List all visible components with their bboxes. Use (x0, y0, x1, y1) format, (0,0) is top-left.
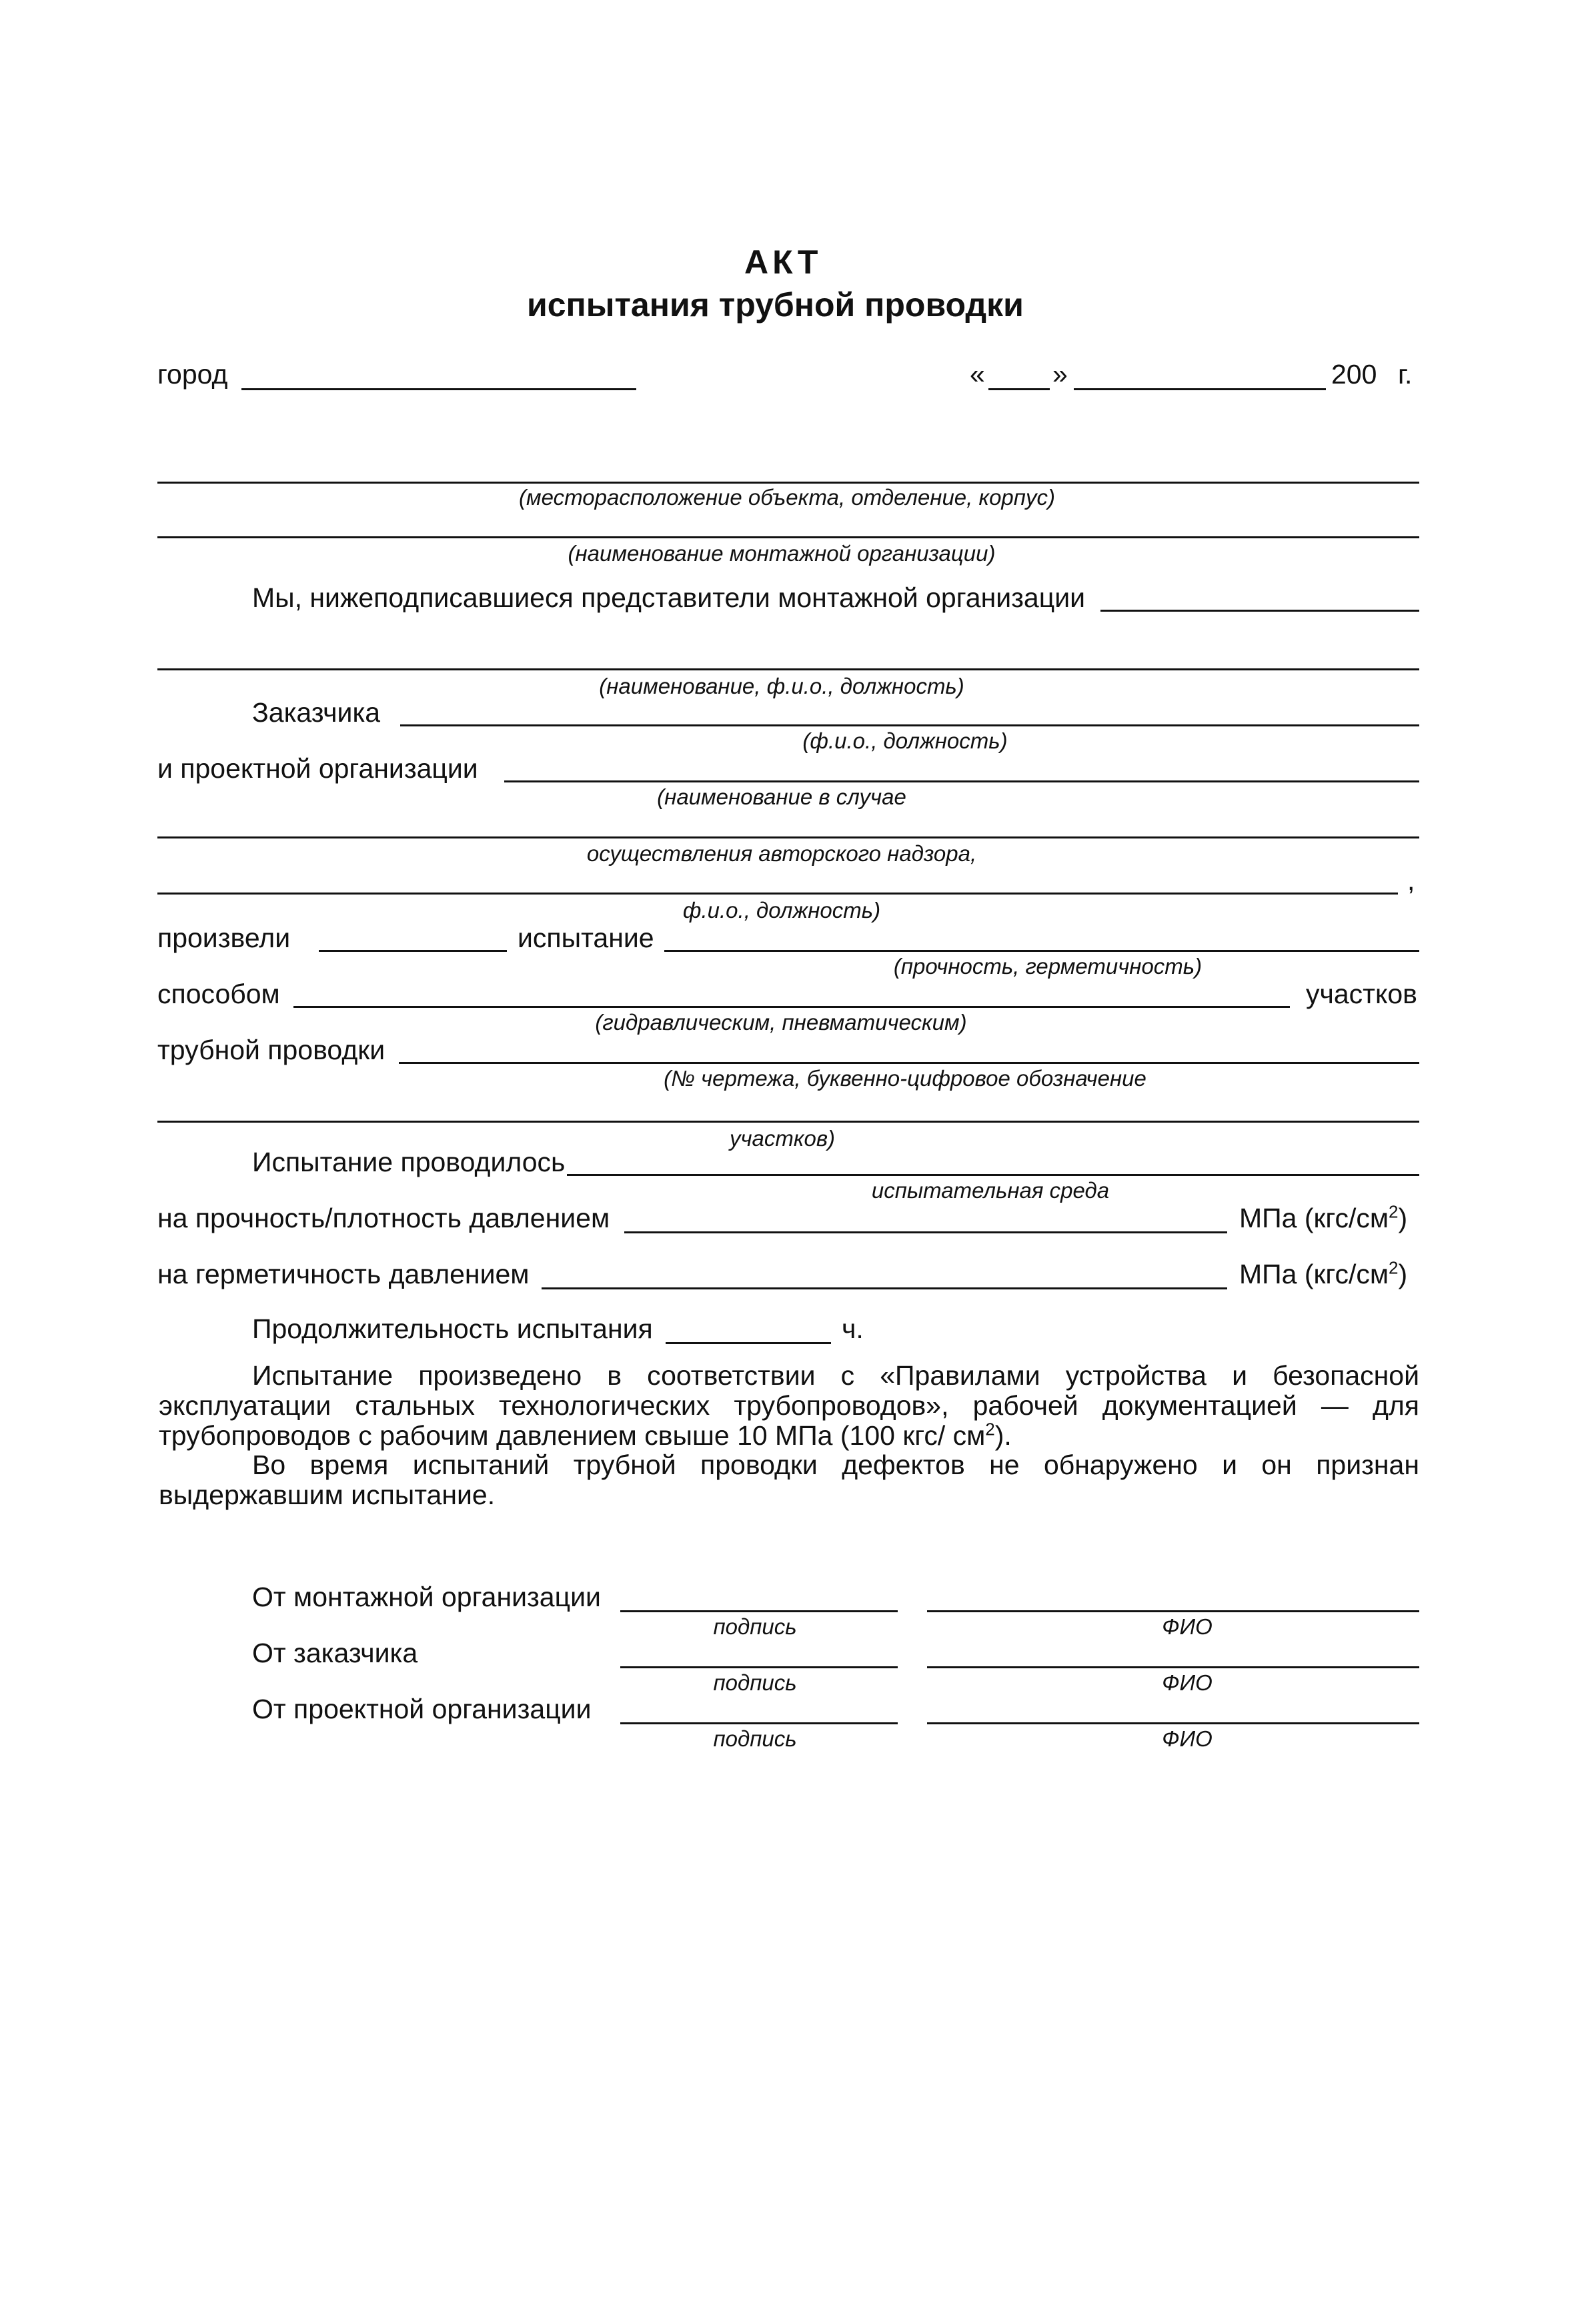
date-quote-open: « (970, 359, 985, 390)
pipe-field-1[interactable] (399, 1062, 1419, 1064)
document-title: АКТ (744, 243, 822, 281)
installer-fio-caption: ФИО (1162, 1614, 1213, 1639)
installer-rep-caption: (наименование, ф.и.о., должность) (599, 674, 964, 698)
sections-label: участков (1306, 979, 1417, 1009)
performed-label: произвели (157, 923, 291, 953)
location-caption: (месторасположение объекта, отделение, корпус) (519, 485, 1055, 510)
method-label: способом (157, 979, 280, 1009)
method-caption: (гидравлическим, пневматическим) (595, 1010, 967, 1035)
customer-fio-caption: ФИО (1162, 1670, 1213, 1695)
installer-name-field[interactable] (157, 536, 1419, 538)
installer-name-caption: (наименование монтажной организации) (568, 541, 996, 566)
pipe-field-2[interactable] (157, 1121, 1419, 1123)
sign-from-customer: От заказчика (252, 1638, 418, 1668)
hours-label: ч. (842, 1313, 864, 1344)
unit-suffix: ) (1398, 1259, 1408, 1289)
installer-signature-field[interactable] (620, 1610, 898, 1612)
unit-sup: 2 (1389, 1257, 1399, 1278)
customer-signature-field[interactable] (620, 1666, 898, 1668)
duration-label: Продолжительность испытания (252, 1313, 653, 1344)
compliance-end: ). (994, 1420, 1012, 1451)
unit-prefix: МПа (кгс/см (1239, 1259, 1389, 1289)
installer-name-sign-field[interactable] (927, 1610, 1419, 1612)
pipe-label: трубной проводки (157, 1035, 385, 1065)
installer-rep-field-1[interactable] (1100, 610, 1419, 612)
result-paragraph: Во время испытаний трубной проводки дефектов не обнаружено и он признан выдержавшим испытание. (159, 1449, 1419, 1510)
year-suffix: г. (1398, 359, 1413, 390)
conducted-label: Испытание проводилось (252, 1147, 566, 1177)
unit-prefix: МПа (кгс/см (1239, 1203, 1389, 1233)
customer-name-sign-field[interactable] (927, 1666, 1419, 1668)
location-field[interactable] (157, 482, 1419, 484)
sign-from-design: От проектной организации (252, 1694, 592, 1724)
year-label: 200 (1331, 359, 1377, 390)
tightness-unit (1239, 1257, 1408, 1289)
design-org-field-1[interactable] (504, 780, 1419, 782)
method-field[interactable] (293, 1006, 1290, 1008)
duration-field[interactable] (666, 1342, 831, 1344)
unit-sup: 2 (1389, 1201, 1399, 1222)
design-sign-caption: подпись (713, 1726, 797, 1751)
performed-field[interactable] (319, 950, 507, 952)
day-field[interactable] (988, 388, 1050, 390)
design-fio-caption: ФИО (1162, 1726, 1213, 1751)
medium-caption: испытательная среда (871, 1178, 1110, 1203)
unit-suffix: ) (1398, 1203, 1408, 1233)
strength-pressure-field[interactable] (624, 1231, 1227, 1233)
we-signed-label: Мы, нижеподписавшиеся представители монтажной организации (252, 582, 1085, 613)
design-org-label: и проектной организации (157, 753, 478, 784)
sign-from-installer: От монтажной организации (252, 1582, 601, 1612)
city-label: город (157, 359, 228, 390)
customer-field[interactable] (400, 724, 1419, 726)
installer-rep-field-2[interactable] (157, 668, 1419, 670)
drawing-caption-1: (№ чертежа, буквенно-цифровое обозначение (664, 1066, 1146, 1091)
month-field[interactable] (1074, 388, 1326, 390)
strength-unit (1239, 1201, 1408, 1233)
installer-sign-caption: подпись (713, 1614, 797, 1639)
test-type-field[interactable] (664, 950, 1419, 952)
design-caption-2: осуществления авторского надзора, (586, 841, 977, 866)
design-caption-1: (наименование в случае (657, 784, 906, 809)
design-name-sign-field[interactable] (927, 1722, 1419, 1724)
tightness-pressure-label: на герметичность давлением (157, 1259, 530, 1289)
customer-caption: (ф.и.о., должность) (802, 728, 1008, 753)
design-caption-3: ф.и.о., должность) (682, 898, 881, 923)
comma-mark: , (1407, 865, 1415, 896)
customer-label: Заказчика (252, 697, 381, 728)
city-field[interactable] (241, 388, 636, 390)
compliance-paragraph (159, 1361, 1419, 1451)
document-subtitle: испытания трубной проводки (527, 286, 1024, 324)
medium-field[interactable] (567, 1174, 1419, 1176)
design-signature-field[interactable] (620, 1722, 898, 1724)
design-org-field-3[interactable] (157, 893, 1398, 895)
date-quote-close: » (1052, 359, 1068, 390)
compliance-sup: 2 (985, 1419, 995, 1439)
compliance-text: Испытание произведено в соответствии с «Правилами устройства и безопасной эксплуатации стальных технологических трубопроводов», рабочей документацией — для трубопроводов с рабочим давлением свыше 10 МПа (100 кгс/ см (159, 1360, 1419, 1451)
test-type-caption: (прочность, герметичность) (893, 954, 1203, 979)
drawing-caption-2: участков) (729, 1126, 836, 1151)
test-label: испытание (518, 923, 654, 953)
tightness-pressure-field[interactable] (542, 1287, 1227, 1289)
design-org-field-2[interactable] (157, 836, 1419, 838)
strength-pressure-label: на прочность/плотность давлением (157, 1203, 610, 1233)
customer-sign-caption: подпись (713, 1670, 797, 1695)
